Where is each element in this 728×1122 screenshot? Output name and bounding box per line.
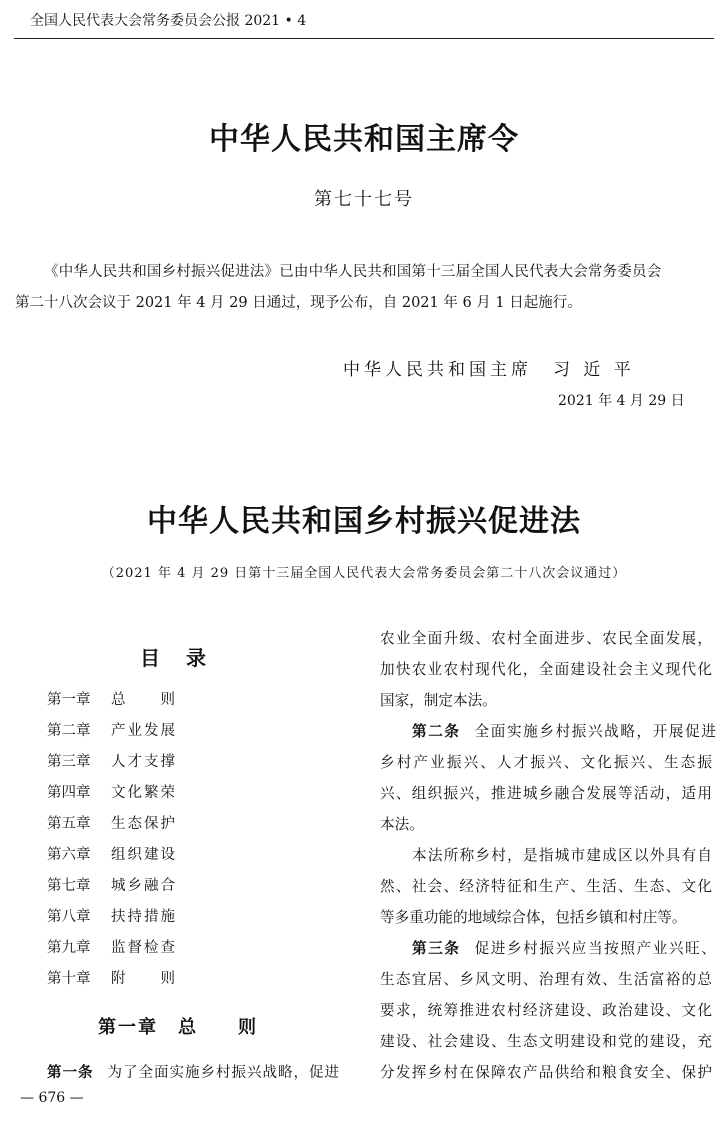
header-divider	[14, 38, 714, 39]
body-text: 生态宜居、乡风文明、治理有效、生活富裕的总	[380, 971, 712, 988]
article-label: 第二条	[412, 723, 461, 740]
chapter-heading: 第一章 总 则	[98, 1017, 258, 1038]
toc-chapter: 第一章	[47, 692, 91, 708]
toc-item	[47, 905, 177, 926]
body-text: 本法。	[380, 816, 424, 833]
body-text: 乡村产业振兴、人才振兴、文化振兴、生态振	[380, 754, 712, 771]
signature: 中华人民共和国主席 习 近 平	[343, 360, 635, 380]
body-line	[380, 689, 712, 710]
order-text-line: 第二十八次会议于 2021 年 4 月 29 日通过，现予公布，自 2021 年 6 月 1 日起施行。	[15, 295, 582, 311]
body-line	[380, 1030, 712, 1051]
toc-name: 总 则	[111, 692, 177, 708]
law-title: 中华人民共和国乡村振兴促进法	[147, 504, 581, 539]
body-line	[380, 658, 712, 679]
toc-item	[47, 936, 177, 957]
body-line	[380, 844, 712, 865]
toc-item	[47, 750, 177, 771]
toc-item	[47, 812, 177, 833]
article-text: 为了全面实施乡村振兴战略，促进	[107, 1065, 340, 1081]
body-text: 促进乡村振兴应当按照产业兴旺、	[474, 940, 718, 957]
toc-item	[47, 688, 177, 709]
toc-name: 扶持措施	[111, 909, 177, 925]
body-text: 然、社会、经济特征和生产、生活、生态、文化	[380, 878, 712, 895]
body-text: 建设、社会建设、生态文明建设和党的建设，充	[380, 1033, 712, 1050]
body-line	[380, 1061, 712, 1082]
toc-item	[47, 967, 177, 988]
toc-name: 人才支撑	[111, 754, 177, 770]
toc-chapter: 第三章	[47, 754, 91, 770]
toc-chapter: 第五章	[47, 816, 91, 832]
toc-item	[47, 874, 177, 895]
body-line	[380, 968, 712, 989]
body-text: 等多重功能的地域综合体，包括乡镇和村庄等。	[380, 909, 687, 926]
toc-name: 文化繁荣	[111, 785, 177, 801]
sign-date: 2021 年 4 月 29 日	[558, 393, 685, 409]
toc-chapter: 第四章	[47, 785, 91, 801]
body-text: 农业全面升级、农村全面进步、农民全面发展，	[380, 630, 712, 647]
toc-name: 城乡融合	[111, 878, 177, 894]
toc-name: 产业发展	[111, 723, 177, 739]
body-line	[380, 813, 712, 834]
toc-item	[47, 843, 177, 864]
toc-chapter: 第六章	[47, 847, 91, 863]
body-text: 要求，统筹推进农村经济建设、政治建设、文化	[380, 1002, 712, 1019]
body-line	[380, 782, 712, 803]
body-text: 全面实施乡村振兴战略，开展促进	[474, 723, 718, 740]
body-line	[380, 937, 718, 958]
body-text: 兴、组织振兴，推进城乡融合发展等活动，适用	[380, 785, 712, 802]
body-line	[380, 751, 712, 772]
body-line	[380, 875, 712, 896]
article-label: 第三条	[412, 940, 461, 957]
article-label: 第一条	[47, 1065, 94, 1081]
journal-header: 全国人民代表大会常务委员会公报 2021 • 4	[30, 13, 307, 29]
toc-heading: 目录	[140, 646, 232, 670]
order-title: 中华人民共和国主席令	[209, 122, 519, 157]
toc-chapter: 第九章	[47, 940, 91, 956]
toc-item	[47, 719, 177, 740]
toc-name: 监督检查	[111, 940, 177, 956]
toc-chapter: 第十章	[47, 971, 91, 987]
body-line	[380, 999, 712, 1020]
toc-name: 生态保护	[111, 816, 177, 832]
body-line	[380, 906, 712, 927]
toc-name: 组织建设	[111, 847, 177, 863]
toc-chapter: 第八章	[47, 909, 91, 925]
toc-chapter: 第二章	[47, 723, 91, 739]
page-number: — 676 —	[20, 1090, 84, 1106]
toc-name: 附 则	[111, 971, 177, 987]
body-line	[380, 720, 718, 741]
body-text: 分发挥乡村在保障农产品供给和粮食安全、保护	[380, 1064, 712, 1081]
body-text: 本法所称乡村，是指城市建成区以外具有自	[412, 847, 712, 864]
article-1	[47, 1061, 340, 1082]
order-number: 第七十七号	[314, 189, 414, 210]
law-subtitle: （2021 年 4 月 29 日第十三届全国人民代表大会常务委员会第二十八次会议通过）	[101, 566, 627, 581]
body-line	[380, 627, 712, 648]
body-text: 国家，制定本法。	[380, 692, 497, 709]
order-text-line: 《中华人民共和国乡村振兴促进法》已由中华人民共和国第十三届全国人民代表大会常务委员会	[44, 264, 662, 280]
body-text: 加快农业农村现代化，全面建设社会主义现代化	[380, 661, 712, 678]
toc-chapter: 第七章	[47, 878, 91, 894]
toc-item	[47, 781, 177, 802]
